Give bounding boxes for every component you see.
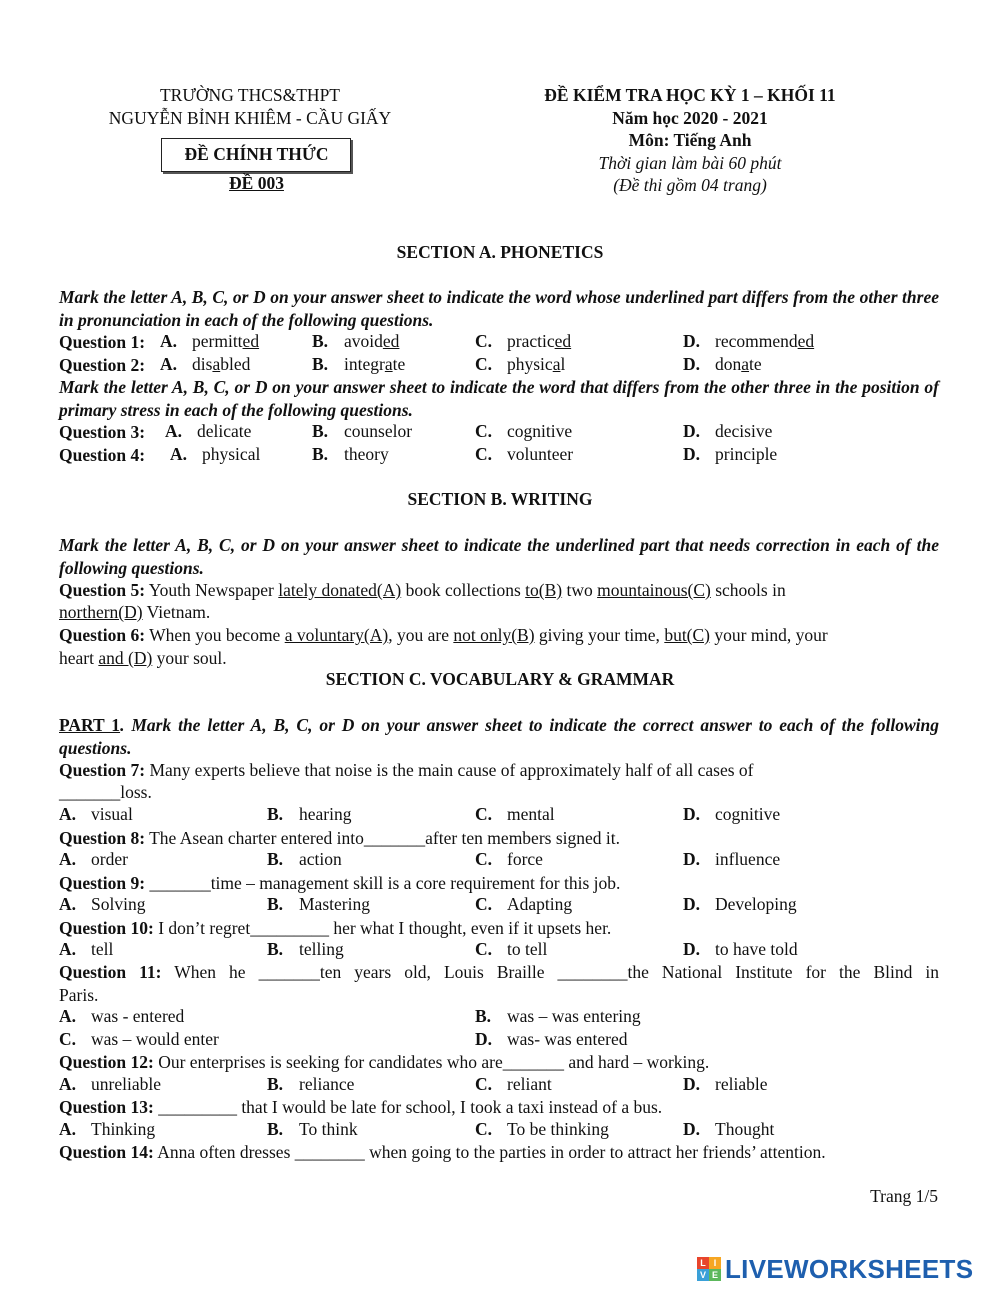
option-text: physical [202, 444, 261, 464]
question-text: _________ that I would be late for school, I took a taxi instead of a bus. [153, 1097, 663, 1117]
question-label: Question 11: [59, 962, 162, 982]
option-text: Adapting [507, 894, 573, 914]
q6-part-c[interactable]: but(C) [664, 625, 711, 645]
option-text: influence [715, 849, 781, 869]
question-13 [59, 1096, 939, 1119]
word-part: dis [192, 354, 213, 374]
option-text: was - entered [91, 1006, 185, 1026]
question-11 [59, 961, 939, 984]
official-label: ĐỀ CHÍNH THỨC [184, 144, 329, 164]
question-label: Question 13: [59, 1097, 154, 1117]
word-part: practic [507, 331, 555, 351]
option-text: reliant [507, 1074, 552, 1094]
option-text: cognitive [715, 804, 781, 824]
option-letter: C. [475, 939, 493, 959]
q2-option-c[interactable] [475, 354, 565, 375]
duration: Thời gian làm bài 60 phút [598, 152, 782, 173]
option-letter: C. [475, 1119, 493, 1139]
word-part: bled [220, 354, 251, 374]
option-text: was – would enter [91, 1029, 219, 1049]
option-letter: A. [59, 894, 77, 914]
underlined-part: a [212, 354, 221, 374]
liveworksheets-logo[interactable] [697, 1254, 973, 1284]
option-letter: B. [312, 331, 329, 351]
option-letter: D. [683, 1074, 701, 1094]
q4-option-a[interactable] [170, 444, 260, 465]
option-letter: B. [312, 444, 329, 464]
word-part: recommend [715, 331, 798, 351]
question-text: When he _______ten years old, Louis Braille ________the National Institute for the Blind in [161, 962, 939, 982]
option-text: principle [715, 444, 778, 464]
school-year: Năm học 2020 - 2021 [612, 107, 768, 128]
question-11-cont [59, 984, 939, 1007]
question-text: giving your time, [534, 625, 665, 645]
section-b-instruction: Mark the letter A, B, C, or D on your answer sheet to indicate the underlined part that needs correction in each of the following questions. [59, 535, 939, 578]
option-text: mental [507, 804, 555, 824]
q7-option-c[interactable] [475, 804, 555, 825]
section-b-title: SECTION B. WRITING [407, 489, 593, 509]
question-text: When you become [145, 625, 285, 645]
option-letter: D. [683, 421, 701, 441]
q6-part-a[interactable]: a voluntary(A) [284, 625, 389, 645]
option-letter: B. [267, 1074, 284, 1094]
question-text: I don’t regret_________ her what I thought, even if it upsets her. [153, 918, 612, 938]
q1-option-a[interactable] [160, 331, 259, 352]
question-label: Question 1: [59, 332, 146, 352]
option-letter: D. [683, 1119, 701, 1139]
option-text: visual [91, 804, 133, 824]
question-text: Many experts believe that noise is the main cause of approximately half of all cases of [145, 760, 754, 780]
underlined-part: a [384, 354, 393, 374]
q12-option-a[interactable] [59, 1074, 161, 1095]
option-letter: B. [312, 354, 329, 374]
option-letter: D. [475, 1029, 493, 1049]
q10-option-a[interactable] [59, 939, 113, 960]
liveworksheets-logo-text: LIVEWORKSHEETS [725, 1253, 974, 1284]
option-letter: A. [160, 354, 178, 374]
question-6-cont [59, 647, 939, 670]
q13-option-c[interactable] [475, 1119, 609, 1140]
underlined-part: a [552, 354, 561, 374]
q6-part-b[interactable]: not only(B) [453, 625, 535, 645]
exam-code: ĐỀ 003 [229, 173, 284, 193]
q7-option-b[interactable] [267, 804, 351, 825]
option-text: To be thinking [507, 1119, 609, 1139]
option-text: decisive [715, 421, 773, 441]
liveworksheets-logo-icon [697, 1257, 721, 1281]
option-letter: C. [475, 444, 493, 464]
option-letter: C. [59, 1029, 77, 1049]
option-letter: A. [59, 939, 77, 959]
q8-option-a[interactable] [59, 849, 128, 870]
q5-part-a[interactable]: lately donated(A) [278, 580, 402, 600]
q9-option-a[interactable] [59, 894, 145, 915]
underlined-part: ed [797, 331, 815, 351]
section-a-instruction-2: Mark the letter A, B, C, or D on your answer sheet to indicate the word that differs from the other three in the position of primary stress in each of the following questions. [59, 377, 939, 420]
question-label: Question 10: [59, 918, 154, 938]
option-text: counselor [344, 421, 413, 441]
q4-option-c[interactable] [475, 444, 573, 465]
logo-letter: V [697, 1269, 709, 1281]
option-text: To think [299, 1119, 358, 1139]
q13-option-d[interactable] [683, 1119, 774, 1140]
option-letter: A. [59, 1074, 77, 1094]
option-text: to have told [715, 939, 798, 959]
option-text: Developing [715, 894, 797, 914]
option-letter: D. [683, 331, 701, 351]
q12-option-c[interactable] [475, 1074, 552, 1095]
q10-option-c[interactable] [475, 939, 547, 960]
section-a-instruction-1: Mark the letter A, B, C, or D on your answer sheet to indicate the word whose underlined part differs from the other three in pronunciation in each of the following questions. [59, 287, 939, 330]
question-label: Question 14: [59, 1142, 154, 1162]
q2-option-a[interactable] [160, 354, 250, 375]
q9-option-d[interactable] [683, 894, 797, 915]
question-10 [59, 917, 939, 940]
question-text: Our enterprises is seeking for candidates who are_______ and hard – working. [153, 1052, 710, 1072]
q11-option-a[interactable] [59, 1006, 184, 1027]
q10-option-b[interactable] [267, 939, 344, 960]
question-text: schools in [710, 580, 786, 600]
word-part: don [715, 354, 742, 374]
option-text: unreliable [91, 1074, 161, 1094]
option-text: was- was entered [507, 1029, 628, 1049]
q5-part-b[interactable]: to(B) [525, 580, 563, 600]
word-part: l [560, 354, 566, 374]
subject: Môn: Tiếng Anh [628, 130, 752, 150]
exam-title: ĐỀ KIỂM TRA HỌC KỲ 1 – KHỐI 11 [544, 85, 836, 105]
question-text: Anna often dresses ________ when going to the parties in order to attract her friends’ attention. [153, 1142, 826, 1162]
q1-option-b[interactable] [312, 331, 399, 352]
question-label: Question 12: [59, 1052, 154, 1072]
option-letter: C. [475, 849, 493, 869]
q6-part-d[interactable]: and (D) [98, 648, 153, 668]
question-text: two [562, 580, 598, 600]
option-text: action [299, 849, 342, 869]
option-letter: C. [475, 421, 493, 441]
part-1-instruction [59, 714, 939, 759]
question-12 [59, 1051, 939, 1074]
word-part: te [392, 354, 406, 374]
question-9 [59, 872, 939, 895]
q10-option-d[interactable] [683, 939, 798, 960]
option-letter: C. [475, 894, 493, 914]
q1-option-d[interactable] [683, 331, 814, 352]
pages-note: (Đề thi gồm 04 trang) [613, 175, 767, 195]
q8-option-c[interactable] [475, 849, 543, 870]
word-part: permitt [192, 331, 243, 351]
question-7-cont [59, 781, 939, 804]
question-5 [59, 579, 939, 602]
q3-option-d[interactable] [683, 421, 772, 442]
question-text: book collections [401, 580, 526, 600]
option-letter: C. [475, 354, 493, 374]
option-letter: C. [475, 804, 493, 824]
exam-header [490, 84, 890, 197]
logo-letter: E [709, 1269, 721, 1281]
option-text: hearing [299, 804, 352, 824]
option-letter: A. [59, 1119, 77, 1139]
option-text: Thought [715, 1119, 775, 1139]
underlined-part: ed [382, 331, 400, 351]
question-label: Question 8: [59, 828, 146, 848]
question-label: Question 7: [59, 760, 146, 780]
question-text: _______time – management skill is a core requirement for this job. [145, 873, 621, 893]
q12-option-d[interactable] [683, 1074, 767, 1095]
option-text: volunteer [507, 444, 574, 464]
q9-option-b[interactable] [267, 894, 370, 915]
question-5-cont [59, 601, 939, 624]
question-7 [59, 759, 939, 782]
q8-option-d[interactable] [683, 849, 780, 870]
logo-letter: L [697, 1257, 709, 1269]
option-letter: B. [267, 1119, 284, 1139]
option-letter: D. [683, 939, 701, 959]
part-1-label: PART 1 [59, 715, 121, 735]
school-line-1: TRƯỜNG THCS&THPT [159, 85, 340, 105]
part-1-text: . Mark the letter A, B, C, or D on your answer sheet to indicate the correct answer to each of the following questions. [59, 715, 939, 758]
word-part: physic [507, 354, 553, 374]
option-letter: B. [267, 849, 284, 869]
q2-option-b[interactable] [312, 354, 405, 375]
option-letter: B. [312, 421, 329, 441]
word-part: integr [344, 354, 385, 374]
option-text: Solving [91, 894, 146, 914]
q1-option-c[interactable] [475, 331, 571, 352]
q4-option-d[interactable] [683, 444, 777, 465]
option-letter: D. [683, 894, 701, 914]
option-letter: A. [165, 421, 183, 441]
option-letter: C. [475, 331, 493, 351]
question-text: your mind, your [710, 625, 828, 645]
q2-option-d[interactable] [683, 354, 762, 375]
question-label: Question 4: [59, 445, 146, 465]
q4-option-b[interactable] [312, 444, 389, 465]
option-letter: A. [170, 444, 188, 464]
q11-option-c[interactable] [59, 1029, 219, 1050]
underlined-part: ed [242, 331, 260, 351]
option-letter: D. [683, 354, 701, 374]
option-letter: B. [267, 939, 284, 959]
question-text: Vietnam. [142, 602, 211, 622]
word-part: avoid [344, 331, 383, 351]
question-text: _______loss. [59, 782, 152, 802]
q5-part-d[interactable]: northern(D) [59, 602, 143, 622]
underlined-part: a [741, 354, 750, 374]
q7-option-d[interactable] [683, 804, 780, 825]
option-letter: D. [683, 804, 701, 824]
option-text: force [507, 849, 543, 869]
option-letter: B. [475, 1006, 492, 1026]
question-8 [59, 827, 939, 850]
option-text: reliance [299, 1074, 355, 1094]
q9-option-c[interactable] [475, 894, 572, 915]
option-text: reliable [715, 1074, 768, 1094]
option-text: Thinking [91, 1119, 156, 1139]
option-text: cognitive [507, 421, 573, 441]
option-letter: B. [267, 894, 284, 914]
q3-option-a[interactable] [165, 421, 251, 442]
option-letter: A. [160, 331, 178, 351]
option-text: tell [91, 939, 114, 959]
page-number: Trang 1/5 [870, 1186, 938, 1206]
q3-option-b[interactable] [312, 421, 412, 442]
question-label: Question 2: [59, 355, 146, 375]
question-text: , you are [388, 625, 454, 645]
option-letter: A. [59, 804, 77, 824]
option-letter: A. [59, 849, 77, 869]
option-text: telling [299, 939, 344, 959]
option-text: order [91, 849, 128, 869]
option-letter: C. [475, 1074, 493, 1094]
q3-option-c[interactable] [475, 421, 572, 442]
question-text: The Asean charter entered into_______after ten members signed it. [145, 828, 620, 848]
option-text: Mastering [299, 894, 370, 914]
option-text: to tell [507, 939, 548, 959]
question-label: Question 9: [59, 873, 146, 893]
option-text: delicate [197, 421, 252, 441]
section-a-title: SECTION A. PHONETICS [396, 242, 604, 262]
question-label: Question 6: [59, 625, 146, 645]
question-label: Question 3: [59, 422, 146, 442]
logo-letter: I [709, 1257, 721, 1269]
q12-option-b[interactable] [267, 1074, 354, 1095]
question-label: Question 5: [59, 580, 146, 600]
q13-option-a[interactable] [59, 1119, 155, 1140]
question-text: Paris. [59, 985, 99, 1005]
q11-option-b[interactable] [475, 1006, 641, 1027]
word-part: te [749, 354, 762, 374]
option-letter: A. [59, 1006, 77, 1026]
school-line-2: NGUYỄN BỈNH KHIÊM - CẦU GIẤY [108, 107, 392, 128]
option-text: was – was entering [507, 1006, 641, 1026]
question-14 [59, 1141, 939, 1164]
option-letter: D. [683, 444, 701, 464]
q7-option-a[interactable] [59, 804, 133, 825]
q11-option-d[interactable] [475, 1029, 628, 1050]
q5-part-c[interactable]: mountainous(C) [597, 580, 711, 600]
section-c-title: SECTION C. VOCABULARY & GRAMMAR [325, 669, 675, 689]
question-text: heart [59, 648, 99, 668]
question-text: Youth Newspaper [145, 580, 279, 600]
option-letter: B. [267, 804, 284, 824]
option-text: theory [344, 444, 389, 464]
q13-option-b[interactable] [267, 1119, 358, 1140]
question-text: your soul. [152, 648, 227, 668]
q8-option-b[interactable] [267, 849, 342, 870]
question-6 [59, 624, 939, 647]
school-header [60, 84, 440, 129]
underlined-part: ed [554, 331, 572, 351]
option-letter: D. [683, 849, 701, 869]
